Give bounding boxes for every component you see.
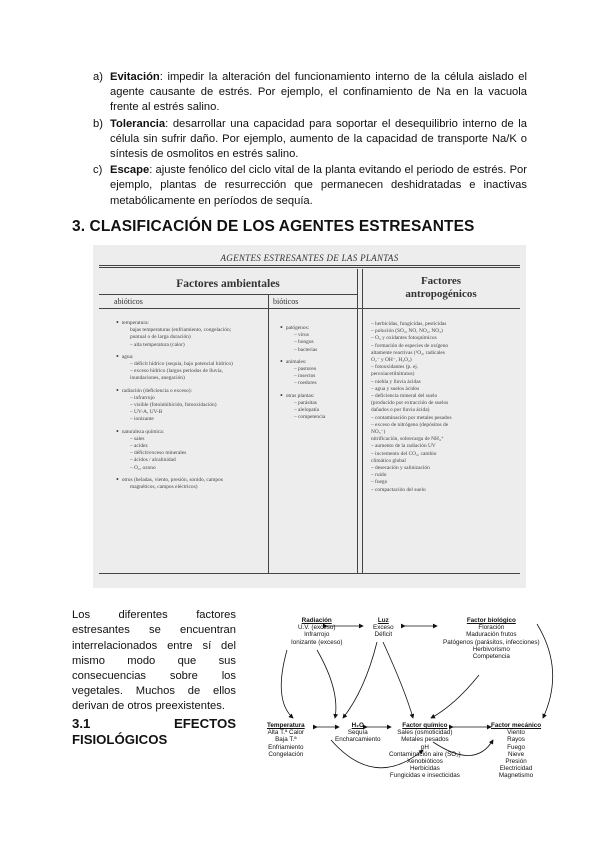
- table-entry: peroxiacetilnitratos): [371, 371, 415, 378]
- node-mecanico: [491, 722, 541, 780]
- table-entry: – UV-A, UV-B: [130, 409, 163, 416]
- stressors-table: [93, 245, 526, 588]
- node-line: Viento: [507, 729, 525, 737]
- table-entry: – insectos: [294, 373, 316, 380]
- node-line: Encharcamiento: [335, 736, 381, 744]
- table-entry: – agua y suelos ácidos: [371, 385, 420, 392]
- node-line: Exceso: [373, 624, 394, 632]
- table-entry: – exceso de nitrógeno (depósitos de: [371, 421, 449, 428]
- subsection-title-2: FISIOLÓGICOS: [72, 732, 168, 747]
- table-entry: • patógenos:: [287, 324, 357, 332]
- table-entry: – deficiencia mineral del suelo: [371, 393, 438, 400]
- node-line: Sales (osmoticidad): [397, 729, 453, 737]
- table-entry: – déficit/exceso minerales: [130, 450, 187, 457]
- table-entry: O₂⁻ y OH⁻, H₂O₂): [371, 357, 412, 364]
- table-entry: – visible (fotoinhibición, fotooxidación): [130, 402, 217, 409]
- node-head: Luz: [377, 617, 389, 624]
- header-bioticos: bióticos: [273, 297, 299, 306]
- table-entry: – sales: [130, 435, 145, 442]
- definition: : desarrollar una capacidad para soportar el desequilibrio interno de la célula sin sufrir daño. Por ejemplo, aumento de la capacidad de transporte Na/K o síntesis de osmolitos en estrés salino.: [110, 117, 527, 161]
- node-line: Fungicidas e insecticidas: [389, 772, 460, 780]
- intro-paragraph: Los diferentes factores estresantes se encuentran interrelacionados entre sí del mismo modo que sus consecuencias sobre los vegetales. Muchos de ellos derivan de otros preexistentes.: [72, 609, 236, 713]
- table-entry: inundaciones, anegación): [130, 375, 185, 382]
- subsection-title: [72, 716, 236, 748]
- node-line: Contaminación aire (SO₂): [389, 750, 461, 758]
- header-line: antropogénicos: [405, 288, 477, 300]
- list-marker: c): [93, 164, 103, 177]
- definition: : impedir la alteración del funcionamiento interno de la célula aislado el agente causante de estrés. Por ejemplo, el confinamiento de Na en la vacuola frente al estrés salino.: [110, 71, 527, 114]
- table-entry: • radiación (deficiencia o exceso):: [123, 387, 268, 395]
- node-luz: [373, 617, 394, 639]
- node-head: Temperatura: [267, 722, 305, 729]
- table-entry: – ionizante: [130, 416, 154, 423]
- node-line: Baja T.ª: [275, 736, 297, 744]
- table-entry: – compactación del suelo: [371, 486, 426, 493]
- table-entry: – alelopatía: [294, 407, 319, 414]
- node-line: Nieve: [507, 750, 525, 758]
- table-entry: – fuego: [371, 479, 388, 486]
- node-line: Competencia: [472, 653, 510, 661]
- table-entry: • otros (heladas, viento, presión, sonido, campos: [123, 476, 268, 484]
- bioticos-column: [287, 324, 357, 421]
- table-entry: puntual o de larga duración): [130, 334, 191, 341]
- node-line: Floración: [478, 624, 505, 632]
- divider: [99, 308, 520, 309]
- definition: : ajuste fenólico del ciclo vital de la planta evitando el periodo de estrés. Por ejemplo, plantas de resurrección que permanecen deshidratadas e inactivas metabólicamente en períodos de sequía.: [110, 164, 527, 207]
- table-entry: – competencia: [294, 414, 326, 421]
- abioticos-column: [123, 319, 268, 491]
- list-marker: b): [93, 117, 103, 130]
- table-entry: • otras plantas:: [287, 392, 357, 400]
- table-entry: magnéticos, campos eléctricos): [130, 484, 198, 491]
- node-agua: [335, 722, 381, 744]
- term: Escape: [110, 164, 150, 177]
- table-entry: – desecación y salinización: [371, 465, 430, 472]
- table-entry: dañados o por lluvia ácida): [371, 407, 430, 414]
- divider: [362, 269, 363, 573]
- table-entry: • animales:: [287, 358, 357, 366]
- node-line: Rayos: [507, 736, 525, 744]
- node-line: Magnetismo: [498, 772, 534, 780]
- node-line: Electricidad: [499, 765, 533, 773]
- list-item: [93, 163, 527, 209]
- node-head: Factor químico: [402, 722, 448, 729]
- table-entry: – hongos: [294, 339, 314, 346]
- strategies-list: [93, 70, 527, 210]
- divider: [99, 267, 520, 268]
- table-entry: – alta temperatura (calor): [130, 341, 185, 348]
- node-head: Radiación: [301, 617, 332, 624]
- table-entry: – roedores: [294, 380, 317, 387]
- table-entry: – O₃ y oxidantes fotoquímicos: [371, 335, 437, 342]
- table-entry: climático global: [371, 457, 406, 464]
- table-entry: – déficit hídrico (sequía, bajo potencial hídrico): [130, 361, 233, 368]
- node-line: Metales pesados: [401, 736, 449, 744]
- table-entry: • naturaleza química:: [123, 428, 268, 436]
- table-entry: – pastoreo: [294, 366, 317, 373]
- stress-factors-diagram: [265, 610, 565, 830]
- table-title: AGENTES ESTRESANTES DE LAS PLANTAS: [220, 253, 399, 263]
- node-line: Xenobióticos: [406, 758, 443, 766]
- node-line: U.V. (exceso): [297, 624, 336, 632]
- subsection-number: 3.1: [72, 716, 91, 731]
- table-entry: – formación de especies de oxígeno: [371, 342, 449, 349]
- node-line: Ionizante (exceso): [291, 638, 343, 646]
- header-line: Factores: [420, 275, 462, 287]
- table-entry: – polución (SO₂, NO, NO₂, NO₃): [371, 328, 443, 335]
- subsection-title-1: EFECTOS: [173, 716, 236, 731]
- node-head: Factor biológico: [466, 617, 516, 624]
- node-temperatura: [267, 722, 305, 758]
- table-entry: – fotooxidantes (p. ej.: [371, 364, 419, 371]
- table-entry: (producido por extracción de suelos: [371, 400, 449, 407]
- table-entry: – O₂, ozono: [130, 464, 156, 471]
- table-entry: • temperatura:: [123, 319, 268, 327]
- table-entry: – ácidos / alcalinidad: [130, 457, 176, 464]
- divider: [99, 294, 357, 295]
- node-line: Herbivorismo: [472, 645, 510, 653]
- node-biologico: [443, 617, 540, 660]
- table-entry: – incremento del CO₂, cambio: [371, 450, 437, 457]
- header-antropogenicos: [362, 275, 520, 301]
- node-line: Infrarrojo: [304, 631, 330, 639]
- node-line: Congelación: [268, 750, 304, 758]
- table-entry: – niebla y lluvia ácidas: [371, 378, 421, 385]
- table-entry: altamente reactivas (¹O₂, radicales: [371, 349, 445, 356]
- divider: [268, 295, 269, 573]
- table-entry: – exceso hídrico (largos periodos de lluvia,: [130, 368, 223, 375]
- table-entry: – aumento de la radiación UV: [371, 443, 436, 450]
- node-line: Sequía: [347, 729, 368, 737]
- term: Tolerancia: [110, 117, 166, 130]
- divider: [99, 573, 520, 574]
- list-item: [93, 70, 527, 116]
- table-entry: nitrificación, sobrecarga de NH₄⁺: [371, 436, 444, 443]
- table-entry: NO₃⁻): [371, 429, 386, 436]
- table-entry: – parásitas: [294, 399, 317, 406]
- antropogenicos-column: [371, 321, 521, 494]
- node-line: Patógenos (parásitos, infecciones): [443, 638, 540, 646]
- header-ambientales: Factores ambientales: [176, 278, 280, 290]
- table-entry: – acidez: [130, 443, 148, 450]
- header-abioticos: abióticos: [114, 297, 143, 306]
- node-line: Enfriamiento: [268, 743, 304, 751]
- node-head: Factor mecánico: [491, 722, 542, 729]
- divider: [357, 269, 358, 573]
- node-head: H₂O: [351, 722, 364, 729]
- term: Evitación: [110, 71, 160, 83]
- list-marker: a): [93, 71, 103, 83]
- table-entry: – ruido: [371, 472, 387, 479]
- table-entry: – herbicidas, fungicidas, pesticidas: [371, 321, 447, 327]
- table-entry: bajas temperaturas (enfriamiento, congelación;: [130, 327, 232, 334]
- node-line: Herbicidas: [410, 765, 440, 773]
- node-radiacion: [291, 617, 342, 646]
- node-line: pH: [420, 743, 429, 751]
- node-line: Alta T.ª Calor: [267, 729, 305, 737]
- node-line: Déficit: [374, 631, 393, 639]
- table-entry: • agua:: [123, 353, 268, 361]
- node-line: Presión: [505, 758, 527, 766]
- section-title: 3. CLASIFICACIÓN DE LOS AGENTES ESTRESANTES: [72, 218, 475, 235]
- table-entry: – contaminación por metales pesados: [371, 414, 452, 421]
- node-quimico: [389, 722, 461, 780]
- table-entry: – infrarrojo: [130, 394, 155, 401]
- list-item: [93, 117, 527, 163]
- divider: [99, 265, 520, 266]
- node-line: Maduración frutos: [466, 631, 517, 639]
- table-entry: – bacterias: [294, 346, 318, 353]
- table-entry: – virus: [294, 332, 309, 339]
- node-line: Fuego: [507, 743, 525, 751]
